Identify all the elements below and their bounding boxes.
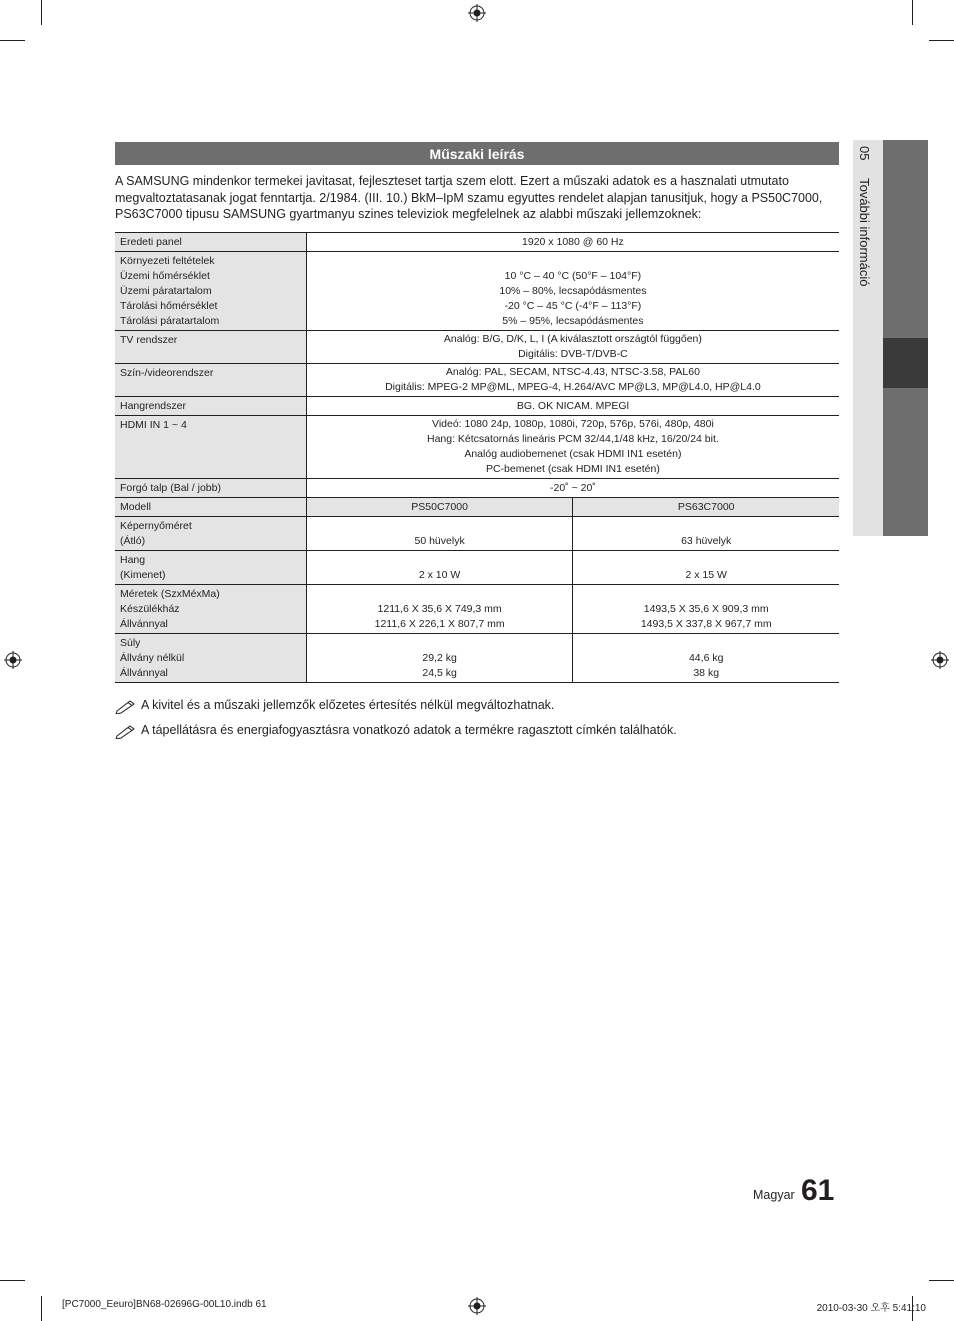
model-header-label-text: Modell — [120, 501, 151, 513]
spec-label-line: Képernyőméret — [120, 520, 192, 532]
spec-label — [115, 397, 306, 416]
note-item — [115, 718, 839, 743]
spec-label — [115, 479, 306, 498]
print-file-info: [PC7000_Eeuro]BN68-02696G-00L10.indb 61 — [62, 1299, 267, 1310]
crop-mark — [912, 0, 913, 25]
notes — [115, 693, 839, 743]
spec-value-model-1 — [306, 634, 573, 683]
spec-label-line: Méretek (SzxMéxMa) — [120, 588, 220, 600]
spec-label — [115, 233, 306, 252]
model-spec-row — [115, 551, 839, 585]
spec-label-line: Üzemi hőmérséklet — [120, 270, 210, 282]
spec-label-line: Szín-/videorendszer — [120, 367, 214, 379]
spec-label-line: Hangrendszer — [120, 400, 186, 412]
spec-value-model-1 — [306, 551, 573, 585]
page-number: 61 — [801, 1174, 835, 1207]
spec-value-line: 63 hüvelyk — [681, 535, 732, 547]
spec-row — [115, 364, 839, 397]
spec-label-line: Állvánnyal — [120, 667, 168, 679]
chapter-tab-label — [857, 146, 872, 286]
spec-value-line: 44,6 kg — [688, 652, 724, 664]
section-title: Műszaki leírás — [429, 145, 525, 162]
spec-value-line: 50 hüvelyk — [414, 535, 465, 547]
spec-value-line: 5% – 95%, lecsapódásmentes — [502, 315, 644, 327]
spec-value-line: Hang: Kétcsatornás lineáris PCM 32/44,1/48 kHz, 16/20/24 bit. — [426, 433, 719, 445]
spec-label-line: Készülékház — [120, 603, 180, 615]
spec-value-model-2 — [573, 517, 839, 551]
intro-paragraph — [115, 173, 839, 223]
model-header-label — [115, 498, 306, 517]
spec-value-model-1 — [306, 517, 573, 551]
model-name — [573, 498, 839, 517]
spec-value-line: 2 x 15 W — [685, 569, 727, 581]
spec-value — [306, 331, 839, 364]
spec-label-line: Eredeti panel — [120, 236, 182, 248]
spec-label — [115, 585, 306, 634]
spec-value-line: 10% – 80%, lecsapódásmentes — [499, 285, 647, 297]
spec-label-line: Forgó talp (Bal / jobb) — [120, 482, 221, 494]
crop-mark — [929, 1280, 954, 1281]
spec-value-line: Analóg: B/G, D/K, L, I (A kiválasztott országtól függően) — [443, 333, 702, 345]
spec-value-line: 38 kg — [693, 667, 720, 679]
note-item — [115, 693, 839, 718]
crop-mark — [41, 0, 42, 25]
spec-value-line: 1211,6 X 226,1 X 807,7 mm — [374, 618, 505, 630]
spec-value-model-2 — [573, 585, 839, 634]
spec-row — [115, 397, 839, 416]
intro-line: megvaltoztatasanak jogat fenntartja. 2/1984. (III. 10.) BkM–IpM szamu egyuttes rendelet alapjan tanusitjuk, hogy a PS50C7000, — [115, 190, 823, 205]
registration-mark-icon — [468, 1297, 486, 1315]
model-spec-row — [115, 585, 839, 634]
spec-row — [115, 233, 839, 252]
spec-value-line: 1920 x 1080 @ 60 Hz — [522, 236, 624, 248]
spec-value-line: 1493,5 X 35,6 X 909,3 mm — [643, 603, 769, 615]
spec-label-line: TV rendszer — [120, 334, 178, 346]
spec-label-line: (Átló) — [120, 535, 146, 547]
model-spec-row — [115, 634, 839, 683]
spec-label — [115, 331, 306, 364]
spec-value — [306, 233, 839, 252]
spec-label-line: (Kimenet) — [120, 569, 166, 581]
spec-value-line: Analóg: PAL, SECAM, NTSC-4.43, NTSC-3.58, PAL60 — [445, 366, 700, 378]
spec-value — [306, 364, 839, 397]
model-name — [306, 498, 573, 517]
spec-label-line: Üzemi páratartalom — [120, 285, 212, 297]
spec-value-line: PC-bemenet (csak HDMI IN1 esetén) — [485, 463, 660, 475]
spec-label — [115, 551, 306, 585]
intro-line: PS63C7000 tipusu SAMSUNG gyartmanyu szines televiziok megfelelnek az alabbi műszaki jellemzoknek: — [115, 207, 702, 221]
spec-label-line: Tárolási hőmérséklet — [120, 300, 218, 312]
chapter-title: További információ — [857, 178, 872, 287]
model-name-text: PS50C7000 — [411, 500, 468, 513]
note-text: A tápellátásra és energiafogyasztásra vonatkozó adatok a termékre ragasztott címkén találhatók. — [141, 723, 677, 737]
note-text: A kivitel és a műszaki jellemzők előzetes értesítés nélkül megváltozhatnak. — [141, 698, 555, 712]
spec-value-line: Digitális: MPEG-2 MP@ML, MPEG-4, H.264/AVC MP@L3, MP@L4.0, HP@L4.0 — [385, 381, 761, 393]
intro-line: A SAMSUNG mindenkor termekei javitasat, fejleszteset tartja szem elott. Ezert a műszaki adatok es a hasznalati utmutato — [115, 174, 789, 188]
spec-value-line: Analóg audiobemenet (csak HDMI IN1 esetén) — [464, 448, 682, 460]
spec-value-line: 10 °C – 40 °C (50°F – 104°F) — [504, 270, 642, 282]
spec-label-line: Súly — [120, 637, 141, 649]
spec-label-line: Állvány nélkül — [120, 652, 185, 664]
registration-mark-icon — [468, 4, 486, 22]
spec-label — [115, 252, 306, 331]
model-spec-row — [115, 517, 839, 551]
spec-label-line: HDMI IN 1 ~ 4 — [120, 419, 187, 431]
spec-value-model-1 — [306, 585, 573, 634]
spec-value-line: BG. OK NICAM. MPEGl — [516, 400, 629, 412]
model-header-row — [115, 498, 839, 517]
crop-mark — [0, 40, 25, 41]
spec-value-line: 24,5 kg — [422, 667, 457, 679]
spec-label-line: Állvánnyal — [120, 618, 168, 630]
spec-value-line: Digitális: DVB-T/DVB-C — [518, 348, 628, 360]
spec-label — [115, 634, 306, 683]
spec-value — [306, 252, 839, 331]
pencil-note-icon — [115, 698, 137, 714]
section-title-bar — [115, 142, 839, 165]
crop-mark — [929, 40, 954, 41]
spec-row — [115, 479, 839, 498]
footer-language: Magyar — [753, 1188, 795, 1202]
spec-value-model-2 — [573, 634, 839, 683]
spec-row — [115, 252, 839, 331]
spec-row — [115, 416, 839, 479]
spec-value-model-2 — [573, 551, 839, 585]
model-name-text: PS63C7000 — [677, 500, 735, 513]
spec-value-line: 2 x 10 W — [418, 569, 461, 581]
spec-label — [115, 416, 306, 479]
spec-value — [306, 479, 839, 498]
spec-value-line: -20 °C – 45 °C (-4°F – 113°F) — [504, 300, 642, 312]
print-timestamp: 2010-03-30 오후 5:41:10 — [816, 1303, 926, 1314]
spec-value-line: 29,2 kg — [422, 652, 457, 664]
spec-row — [115, 331, 839, 364]
spec-label-line: Tárolási páratartalom — [120, 315, 220, 327]
crop-mark — [41, 1296, 42, 1321]
spec-value-line: Videó: 1080 24p, 1080p, 1080i, 720p, 576p, 576i, 480p, 480i — [432, 418, 714, 430]
spec-value — [306, 397, 839, 416]
spec-value-line: 1211,6 X 35,6 X 749,3 mm — [377, 603, 502, 615]
spec-label — [115, 364, 306, 397]
pencil-note-icon — [115, 723, 137, 739]
spec-value-line: -20˚ ~ 20˚ — [549, 482, 596, 494]
spec-value — [306, 416, 839, 479]
chapter-number: 05 — [857, 146, 872, 161]
registration-mark-icon — [4, 651, 22, 669]
spec-label-line: Hang — [120, 554, 146, 566]
chapter-tab-indicator — [883, 338, 928, 388]
spec-value-line: 1493,5 X 337,8 X 967,7 mm — [640, 618, 772, 630]
spec-label-line: Környezeti feltételek — [120, 255, 215, 267]
spec-label — [115, 517, 306, 551]
crop-mark — [0, 1280, 25, 1281]
spec-table — [115, 232, 839, 683]
registration-mark-icon — [931, 651, 949, 669]
